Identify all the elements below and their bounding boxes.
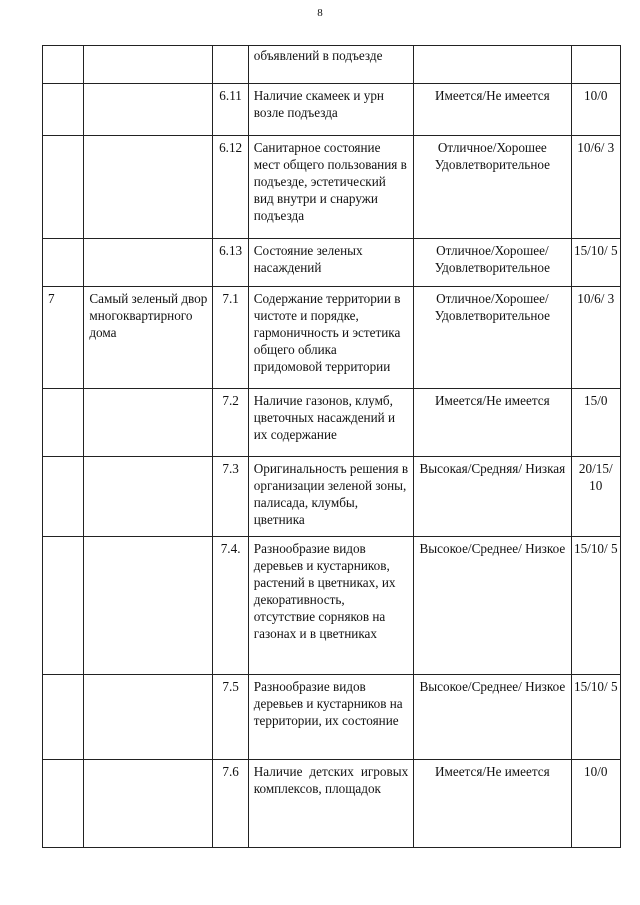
score-cell: 20/15/ 10 bbox=[571, 457, 620, 537]
row-number-cell bbox=[43, 136, 84, 239]
nomination-cell: Самый зеленый двор многоквартирного дома bbox=[84, 287, 213, 389]
criterion-cell: Содержание территории в чистоте и порядке, гармоничность и эстетика общего облика придомовой территории bbox=[248, 287, 413, 389]
nomination-cell bbox=[84, 537, 213, 675]
score-cell: 10/6/ 3 bbox=[571, 287, 620, 389]
row-number-cell bbox=[43, 84, 84, 136]
table-row bbox=[43, 457, 621, 537]
table-row bbox=[43, 84, 621, 136]
score-cell: 15/10/ 5 bbox=[571, 675, 620, 760]
nomination-cell bbox=[84, 389, 213, 457]
criterion-cell: объявлений в подъезде bbox=[248, 46, 413, 84]
table-row bbox=[43, 239, 621, 287]
table-row bbox=[43, 136, 621, 239]
criterion-cell: Разнообразие видов деревьев и кустарников на территории, их состояние bbox=[248, 675, 413, 760]
options-cell bbox=[414, 46, 571, 84]
sub-number-cell bbox=[213, 46, 248, 84]
nomination-cell bbox=[84, 675, 213, 760]
criterion-cell: Оригинальность решения в организации зеленой зоны, палисада, клумбы, цветника bbox=[248, 457, 413, 537]
table-row bbox=[43, 287, 621, 389]
sub-number-cell: 7.3 bbox=[213, 457, 248, 537]
options-cell: Имеется/Не имеется bbox=[414, 760, 571, 848]
score-cell: 15/0 bbox=[571, 389, 620, 457]
sub-number-cell: 7.1 bbox=[213, 287, 248, 389]
sub-number-cell: 7.2 bbox=[213, 389, 248, 457]
nomination-cell bbox=[84, 84, 213, 136]
sub-number-cell: 7.4. bbox=[213, 537, 248, 675]
options-cell: Высокое/Среднее/ Низкое bbox=[414, 675, 571, 760]
table-row bbox=[43, 537, 621, 675]
score-cell bbox=[571, 46, 620, 84]
criterion-cell: Наличие газонов, клумб, цветочных насаждений и их содержание bbox=[248, 389, 413, 457]
criterion-cell: Состояние зеленых насаждений bbox=[248, 239, 413, 287]
sub-number-cell: 6.11 bbox=[213, 84, 248, 136]
row-number-cell: 7 bbox=[43, 287, 84, 389]
nomination-cell bbox=[84, 136, 213, 239]
sub-number-cell: 6.13 bbox=[213, 239, 248, 287]
row-number-cell bbox=[43, 239, 84, 287]
options-cell: Высокая/Средняя/ Низкая bbox=[414, 457, 571, 537]
score-cell: 10/0 bbox=[571, 84, 620, 136]
nomination-cell bbox=[84, 46, 213, 84]
row-number-cell bbox=[43, 389, 84, 457]
sub-number-cell: 7.5 bbox=[213, 675, 248, 760]
nomination-cell bbox=[84, 457, 213, 537]
row-number-cell bbox=[43, 675, 84, 760]
score-cell: 10/0 bbox=[571, 760, 620, 848]
options-cell: Имеется/Не имеется bbox=[414, 84, 571, 136]
score-cell: 10/6/ 3 bbox=[571, 136, 620, 239]
page-number: 8 bbox=[317, 7, 323, 19]
row-number-cell bbox=[43, 46, 84, 84]
score-cell: 15/10/ 5 bbox=[571, 537, 620, 675]
criterion-cell: Разнообразие видов деревьев и кустарников, растений в цветниках, их декоративность, отсутствие сорняков на газонах и в цветниках bbox=[248, 537, 413, 675]
options-cell: Высокое/Среднее/ Низкое bbox=[414, 537, 571, 675]
row-number-cell bbox=[43, 457, 84, 537]
nomination-cell bbox=[84, 760, 213, 848]
criterion-cell: Наличие скамеек и урн возле подъезда bbox=[248, 84, 413, 136]
options-cell: Отличное/Хорошее/ Удовлетворительное bbox=[414, 239, 571, 287]
options-cell: Отличное/Хорошее Удовлетворительное bbox=[414, 136, 571, 239]
options-cell: Имеется/Не имеется bbox=[414, 389, 571, 457]
sub-number-cell: 6.12 bbox=[213, 136, 248, 239]
row-number-cell bbox=[43, 537, 84, 675]
criterion-cell: Санитарное состояние мест общего пользования в подъезде, эстетический вид внутри и снаружи подъезда bbox=[248, 136, 413, 239]
table-row bbox=[43, 46, 621, 84]
nomination-cell bbox=[84, 239, 213, 287]
table-row bbox=[43, 389, 621, 457]
sub-number-cell: 7.6 bbox=[213, 760, 248, 848]
table-row bbox=[43, 675, 621, 760]
row-number-cell bbox=[43, 760, 84, 848]
score-cell: 15/10/ 5 bbox=[571, 239, 620, 287]
criterion-cell: Наличие детских игровых комплексов, площадок bbox=[248, 760, 413, 848]
table-row bbox=[43, 760, 621, 848]
options-cell: Отличное/Хорошее/ Удовлетворительное bbox=[414, 287, 571, 389]
criteria-table bbox=[42, 45, 621, 848]
